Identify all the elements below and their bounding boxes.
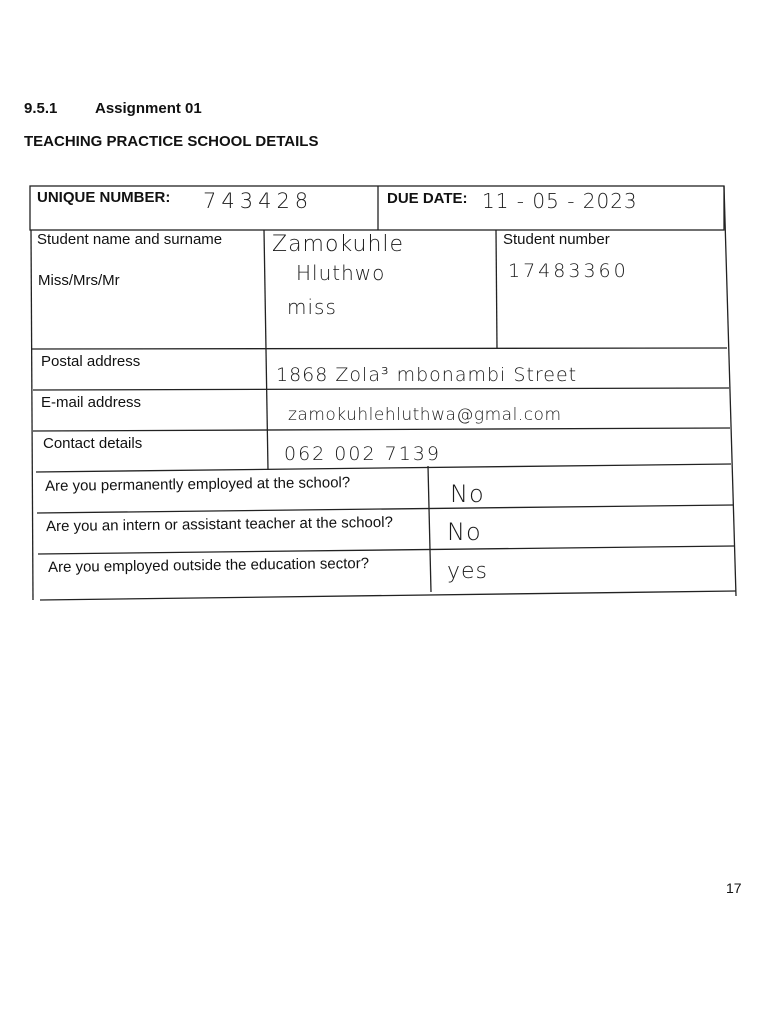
due-date-label: DUE DATE: <box>387 190 468 207</box>
question-outside-label: Are you employed outside the education sector? <box>47 555 370 576</box>
email-address-value: zamokuhlehluthwa@gmal.com <box>288 405 562 425</box>
student-number-label: Student number <box>503 231 610 248</box>
contact-details-value: 062 002 7139 <box>284 443 441 465</box>
form-title: TEACHING PRACTICE SCHOOL DETAILS <box>24 133 319 150</box>
contact-details-label: Contact details <box>43 435 143 452</box>
question-permanent-label: Are you permanently employed at the school? <box>44 474 351 495</box>
page-number: 17 <box>726 880 742 896</box>
postal-address-value: 1868 Zola³ mbonambi Street <box>276 364 578 386</box>
question-intern-label: Are you an intern or assistant teacher at the school? <box>45 513 393 536</box>
student-last-name: Hluthwo <box>296 261 386 285</box>
unique-number-value: 743428 <box>203 189 314 213</box>
question-intern-answer: No <box>447 518 482 546</box>
section-number: 9.5.1 <box>24 100 58 117</box>
question-permanent-answer: No <box>450 480 485 508</box>
postal-address-label: Postal address <box>41 353 141 370</box>
student-name-label: Student name and surname <box>37 231 223 248</box>
due-date-value: 11 - 05 - 2023 <box>482 189 638 213</box>
unique-number-label: UNIQUE NUMBER: <box>37 189 171 206</box>
email-address-label: E-mail address <box>41 394 142 411</box>
student-title-value: miss <box>287 295 337 319</box>
student-number-value: 17483360 <box>508 260 629 282</box>
student-first-name: Zamokuhle <box>272 232 405 257</box>
title-label: Miss/Mrs/Mr <box>38 272 120 289</box>
section-title: Assignment 01 <box>95 100 202 117</box>
question-outside-answer: yes <box>447 559 489 584</box>
